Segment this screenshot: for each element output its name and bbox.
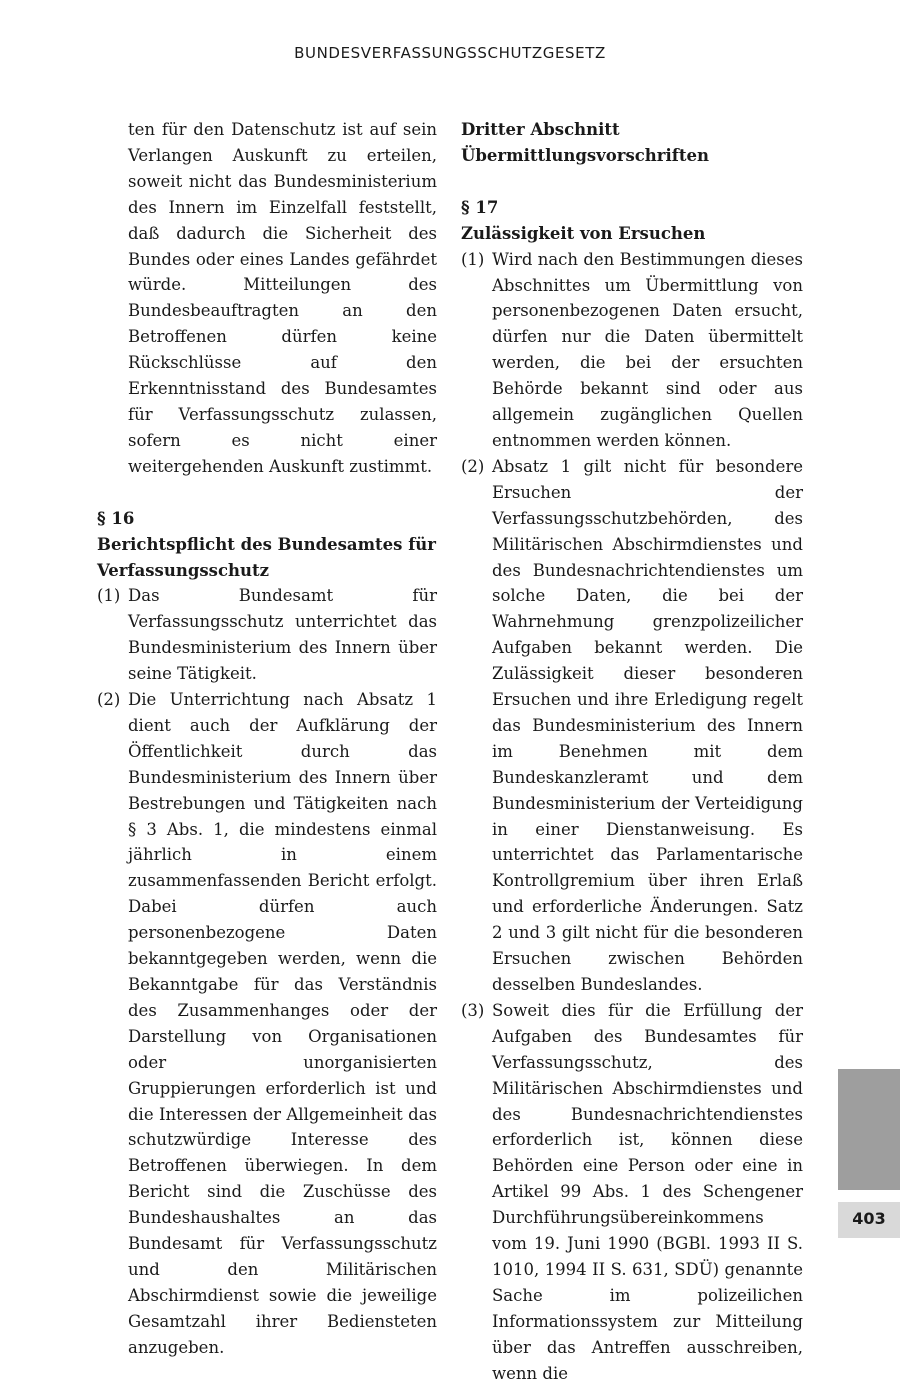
chapter-label: Dritter Abschnitt <box>461 120 620 139</box>
right-column <box>461 117 803 1387</box>
section-17-paragraph-2 <box>461 454 803 998</box>
continuation-paragraph: ten für den Datenschutz ist auf sein Verlangen Auskunft zu erteilen, soweit nicht das Bundesministerium des Innern im Einzelfall feststellt, daß dadurch die Sicherheit des Bundes oder eines Landes gefährdet würde. Mitteilungen des Bundesbeauftragten an den Betroffenen dürfen keine Rückschlüsse auf den Erkenntnisstand des Bundesamtes für Verfassungsschutz zulassen, sofern es nicht einer weitergehenden Auskunft zustimmt. <box>128 120 437 476</box>
paragraph-number: (1) <box>97 586 121 606</box>
section-17-number: § 17 <box>461 197 499 217</box>
paragraph-number: (3) <box>461 1000 485 1020</box>
paragraph-text: Das Bundesamt für Verfassungsschutz unterrichtet das Bundesministerium des Innern über seine Tätigkeit. <box>128 586 437 684</box>
paragraph-text: Soweit dies für die Erfüllung der Aufgaben des Bundesamtes für Verfassungsschutz, des Militärischen Abschirmdienstes und des Bundesnachrichtendienstes erforderlich ist, können diese Behörden eine Person oder eine in Artikel 99 Abs. 1 des Schengener Durchführungsübereinkommens vom 19. Juni 1990 (BGBl. 1993 II S. 1010, 1994 II S. 631, SDÜ) genannte Sache im polizeilichen Informationssystem zur Mitteilung über das Antreffen ausschreiben, wenn die <box>492 1000 803 1383</box>
section-16-paragraph-2 <box>97 687 437 1361</box>
page-number: 403 <box>838 1202 900 1238</box>
paragraph-number: (1) <box>461 249 485 269</box>
paragraph-text: Absatz 1 gilt nicht für besondere Ersuchen der Verfassungsschutzbehörden, des Militärischen Abschirmdienstes und des Bundesnachrichtendienstes um solche Daten, die bei der Wahrnehmung grenzpolizeilicher Aufgaben bekannt werden. Die Zulässigkeit dieser besonderen Ersuchen und ihre Erledigung regelt das Bundesministerium des Innern im Benehmen mit dem Bundeskanzleramt und dem Bundesministerium der Verteidigung in einer Dienstanweisung. Es unterrichtet das Parlamentarische Kontrollgremium über ihren Erlaß und erforderliche Änderungen. Satz 2 und 3 gilt nicht für die besonderen Ersuchen zwischen Behörden desselben Bundeslandes. <box>492 456 803 994</box>
section-17-paragraph-1 <box>461 247 803 454</box>
thumb-index-tab <box>838 1069 900 1190</box>
section-17-title: Zulässigkeit von Ersuchen <box>461 223 706 243</box>
section-16-paragraph-1 <box>97 583 437 687</box>
paragraph-text: Die Unterrichtung nach Absatz 1 dient auch der Aufklärung der Öffentlichkeit durch das Bundesministerium des Innern über Bestrebungen und Tätigkeiten nach § 3 Abs. 1, die mindestens einmal jährlich in einem zusammenfassenden Bericht erfolgt. Dabei dürfen auch personenbezogene Daten bekanntgegeben werden, wenn die Bekanntgabe für das Verständnis des Zusammenhanges oder der Darstellung von Organisationen oder unorganisierten Gruppierungen erforderlich ist und die Interessen der Allgemeinheit das schutzwürdige Interesse des Betroffenen überwiegen. In dem Bericht sind die Zuschüsse des Bundeshaushaltes an das Bundesamt für Verfassungsschutz und den Militärischen Abschirmdienst sowie die jeweilige Gesamtzahl ihrer Bediensteten anzugeben. <box>128 690 437 1357</box>
paragraph-number: (2) <box>97 690 121 710</box>
section-16-number: § 16 <box>97 508 135 528</box>
paragraph-number: (2) <box>461 456 485 476</box>
section-16-title: Berichtspflicht des Bundesamtes für Verfassungsschutz <box>97 534 436 580</box>
left-column <box>97 117 437 1361</box>
section-17-paragraph-3 <box>461 998 803 1387</box>
running-header: BUNDESVERFASSUNGSSCHUTZGESETZ <box>294 44 606 62</box>
chapter-title: Übermittlungsvorschriften <box>461 145 709 165</box>
paragraph-text: Wird nach den Bestimmungen dieses Abschnittes um Übermittlung von personenbezogenen Daten ersucht, dürfen nur die Daten übermittelt werden, die bei der ersuchten Behörde bekannt sind oder aus allgemein zugänglichen Quellen entnommen werden können. <box>492 249 803 450</box>
